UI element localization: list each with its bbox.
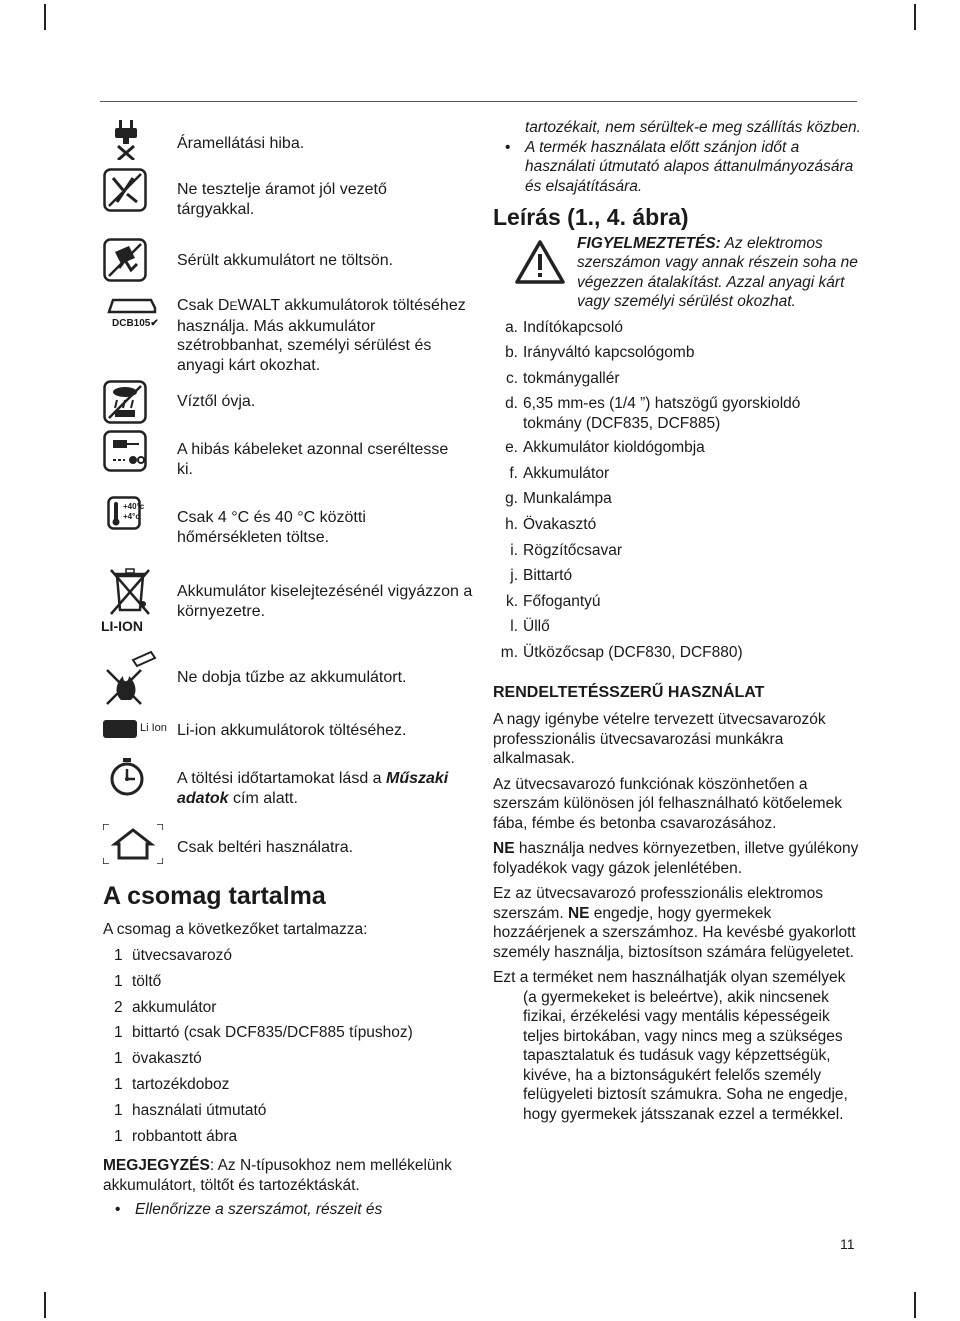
bullet-item: • Ellenőrizze a szerszámot, részeit és <box>115 1201 383 1218</box>
list-item: g. Munkalámpa <box>505 490 612 508</box>
symbol-text: A töltési időtartamokat lásd a Műszaki adatok cím alatt. <box>177 770 449 807</box>
package-title: A csomag tartalma <box>103 882 326 910</box>
replace-cord-icon <box>103 430 147 472</box>
no-conductive-objects-icon <box>103 168 147 212</box>
paragraph: Az ütvecsavarozó funkciónak köszönhetően a szerszám különösen jól felhasználható kötőelemek fába, fémbe és betonba csavarozásához. <box>493 775 842 832</box>
damaged-battery-icon <box>103 238 147 282</box>
recycle-label: LI-ION <box>101 618 143 634</box>
continued-text: tartozékait, nem sérültek-e meg szállítás közben. <box>525 119 861 136</box>
list-item: 1 ütvecsavarozó <box>114 947 232 964</box>
recycle-bin-crossed-icon <box>107 566 153 616</box>
list-item: j. Bittartó <box>510 567 573 585</box>
symbol-text: Áramellátási hiba. <box>177 135 305 152</box>
list-item: a. Indítókapcsoló <box>505 318 623 336</box>
warning-triangle-icon <box>515 240 565 284</box>
symbol-text: Sérült akkumulátort ne töltsön. <box>177 252 394 269</box>
symbol-text: Csak DEWALT akkumulátorok töltéséhez használja. Más akkumulátor szétrobbanhat, személyi sérülést és anyagi kárt okozhat. <box>177 297 466 374</box>
warning-block: FIGYELMEZTETÉS: Az elektromos szerszámon vagy annak részein soha ne végezzen átalakítást. Azzal anyagi kárt vagy személyi sérülést okozhat. <box>493 234 863 312</box>
symbol-text: A hibás kábeleket azonnal cseréltesse ki. <box>177 441 449 478</box>
list-item: 1 használati útmutató <box>114 1101 267 1119</box>
list-item: d. 6,35 mm-es (1/4 ”) hatszögű gyorskioldó tokmány (DCF835, DCF885) <box>505 395 801 432</box>
list-item: m. Ütközőcsap (DCF830, DCF880) <box>500 644 743 662</box>
symbol-text: Li-ion akkumulátorok töltéséhez. <box>177 722 407 739</box>
right-column <box>493 118 863 1130</box>
description-title: Leírás (1., 4. ábra) <box>493 204 689 230</box>
list-item: b. Irányváltó kapcsológomb <box>505 344 695 362</box>
no-fire-icon <box>103 648 157 706</box>
note-block <box>103 1156 475 1220</box>
paragraph: Ez az ütvecsavarozó professzionális elektromos szerszám. NE engedje, hogy gyermekek hozzáérjenek a szerszámhoz. Ha kevésbé gyakorlott személy használja, biztosítson számára felügyeletet. <box>493 885 856 961</box>
crop-mark <box>44 4 46 30</box>
list-item: 1 töltő <box>114 972 162 990</box>
list-item: h. Övakasztó <box>505 516 597 534</box>
list-item: 1 tartozékdoboz <box>114 1075 230 1093</box>
symbol-text: Csak 4 °C és 40 °C közötti hőmérsékleten töltse. <box>177 509 366 546</box>
parts-list <box>493 318 863 669</box>
crop-mark <box>914 4 916 30</box>
timer-icon <box>109 758 145 796</box>
li-ion-battery-icon <box>103 720 137 738</box>
note-text: MEGJEGYZÉS: Az N-típusokhoz nem mellékelünk akkumulátort, töltőt és tartozéktáskát. <box>103 1157 452 1194</box>
list-item: 1 robbantott ábra <box>114 1127 238 1145</box>
indoor-use-icon <box>103 824 163 864</box>
crop-mark <box>914 1292 916 1318</box>
list-item: 1 bittartó (csak DCF835/DCF885 típushoz) <box>114 1024 413 1042</box>
header-rule <box>100 101 857 102</box>
list-item: l. Üllő <box>510 618 550 636</box>
list-item: i. Rögzítőcsavar <box>510 541 623 559</box>
symbol-text: Víztől óvja. <box>177 393 256 410</box>
list-item: c. tokmánygallér <box>505 369 620 387</box>
battery-type-label: DCB105✔ <box>112 318 159 329</box>
paragraph: NE használja nedves környezetben, illetve gyúlékony folyadékok vagy gázok jelenlétében. <box>493 840 859 877</box>
paragraph: A nagy igénybe vételre tervezett ütvecsavarozók professzionális ütvecsavarozási munkákra alkalmasak. <box>493 711 826 768</box>
symbol-text: Ne tesztelje áramot jól vezető tárgyakkal. <box>177 181 387 218</box>
page-number: 11 <box>840 1236 855 1252</box>
list-item: k. Főfogantyú <box>505 592 601 610</box>
battery-type-icon <box>107 294 157 318</box>
plug-crossed-icon <box>111 120 141 160</box>
list-item: f. Akkumulátor <box>509 464 610 482</box>
intended-use-title: RENDELTETÉSSZERŰ HASZNÁLAT <box>493 683 765 701</box>
symbol-text: Csak beltéri használatra. <box>177 839 354 856</box>
bullet-item: • A termék használata előtt szánjon időt a használati útmutató alapos áttanulmányozására és elsajátítására. <box>505 138 854 195</box>
symbol-text: Akkumulátor kiselejtezésénél vigyázzon a környezetre. <box>177 583 473 620</box>
li-ion-label: Li Ion <box>140 722 167 734</box>
symbol-text: Ne dobja tűzbe az akkumulátort. <box>177 669 407 686</box>
temperature-labels: +40°c +4°c <box>123 502 145 521</box>
package-intro: A csomag a következőket tartalmazza: <box>103 921 368 938</box>
list-item: 1 övakasztó <box>114 1050 202 1068</box>
paragraph: Ezt a terméket nem használhatják olyan személyek (a gyermekeket is beleértve), akik nincsenek fizikai, érzékelési vagy mentális képességeik teljes birtokában, vagy nincs meg a szükséges tapasztalatuk és tudásuk vagy képzettségük, kivéve, ha a biztonságukért felelős személy felügyeleti biztosít számukra. Soha ne engedje, hogy gyermekek játsszanak ezzel a termékkel. <box>493 969 848 1123</box>
keep-dry-icon <box>103 380 147 424</box>
crop-mark <box>44 1292 46 1318</box>
list-item: 2 akkumulátor <box>114 998 217 1016</box>
package-list <box>103 946 413 1152</box>
list-item: e. Akkumulátor kioldógombja <box>505 439 705 457</box>
